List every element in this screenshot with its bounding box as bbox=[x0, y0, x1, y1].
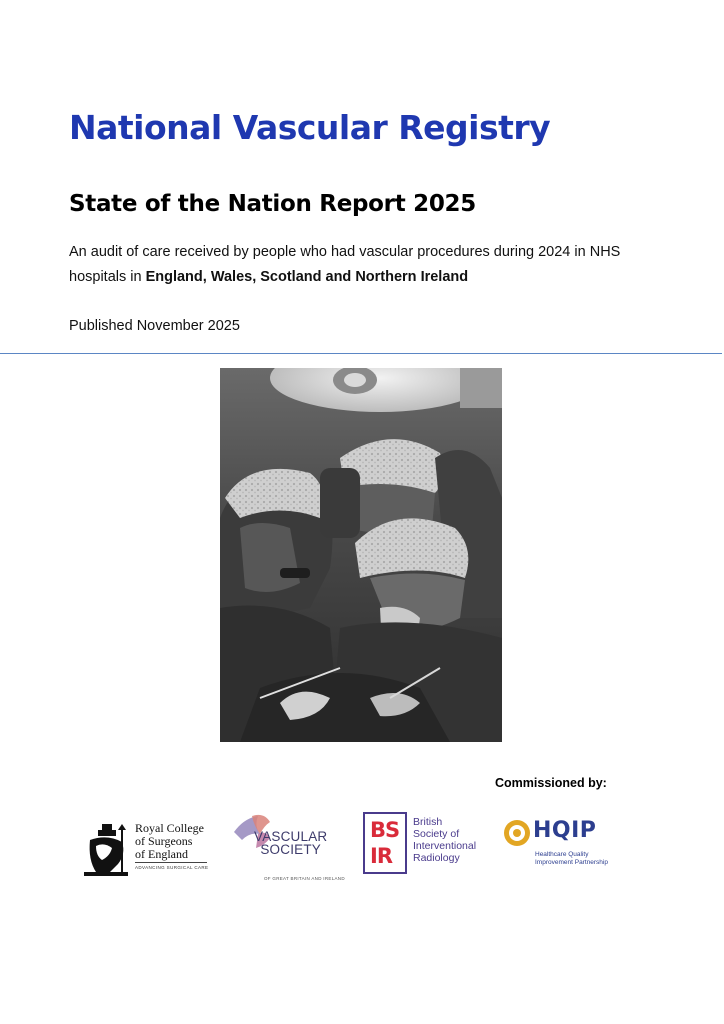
rcs-line1: Royal College bbox=[135, 821, 204, 835]
bsir-name bbox=[413, 816, 476, 864]
rcs-divider bbox=[135, 862, 207, 863]
hqip-fullname bbox=[535, 851, 608, 867]
rcs-line2: of Surgeons bbox=[135, 834, 193, 848]
vascular-society-name bbox=[254, 830, 327, 856]
divider-line bbox=[0, 353, 722, 354]
bsir-logo bbox=[363, 812, 493, 876]
rcs-name bbox=[135, 822, 204, 861]
hqip-emblem-icon bbox=[503, 819, 531, 847]
hqip-name: HQIP bbox=[533, 818, 597, 843]
hqip-line2: Improvement Partnership bbox=[535, 859, 608, 866]
vs-line1: VASCULAR bbox=[254, 829, 328, 844]
hqip-line1: Healthcare Quality bbox=[535, 851, 589, 858]
rcs-logo bbox=[82, 820, 212, 880]
bsir-line1: British bbox=[413, 816, 443, 828]
description-text: An audit of care received by people who had vascular procedures during 2024 in NHS hospitals in bbox=[69, 244, 621, 285]
bsir-monogram bbox=[363, 812, 407, 874]
commissioned-by-label: Commissioned by: bbox=[495, 776, 607, 790]
report-title: National Vascular Registry bbox=[69, 108, 551, 147]
bsir-line3: Interventional bbox=[413, 840, 477, 852]
bsir-line4: Radiology bbox=[413, 852, 460, 864]
bsir-line2: Society of bbox=[413, 828, 460, 840]
published-date: Published November 2025 bbox=[69, 318, 240, 334]
vs-line2: SOCIETY bbox=[260, 842, 322, 857]
hqip-logo bbox=[503, 818, 623, 873]
description-nations: England, Wales, Scotland and Northern Ireland bbox=[145, 269, 469, 285]
bsir-letters-top: BS bbox=[370, 818, 400, 842]
report-description bbox=[69, 240, 659, 290]
rcs-tagline: ADVANCING SURGICAL CARE bbox=[135, 865, 209, 870]
cover-photo bbox=[220, 368, 502, 742]
bsir-letters-bottom: IR bbox=[370, 844, 392, 868]
vascular-society-tagline: OF GREAT BRITAIN AND IRELAND bbox=[264, 876, 345, 881]
vascular-society-logo bbox=[230, 812, 355, 884]
report-subtitle: State of the Nation Report 2025 bbox=[69, 191, 476, 217]
rcs-line3: of England bbox=[135, 847, 188, 861]
rcs-crest-icon bbox=[82, 820, 132, 878]
bsir-letters bbox=[370, 817, 399, 869]
